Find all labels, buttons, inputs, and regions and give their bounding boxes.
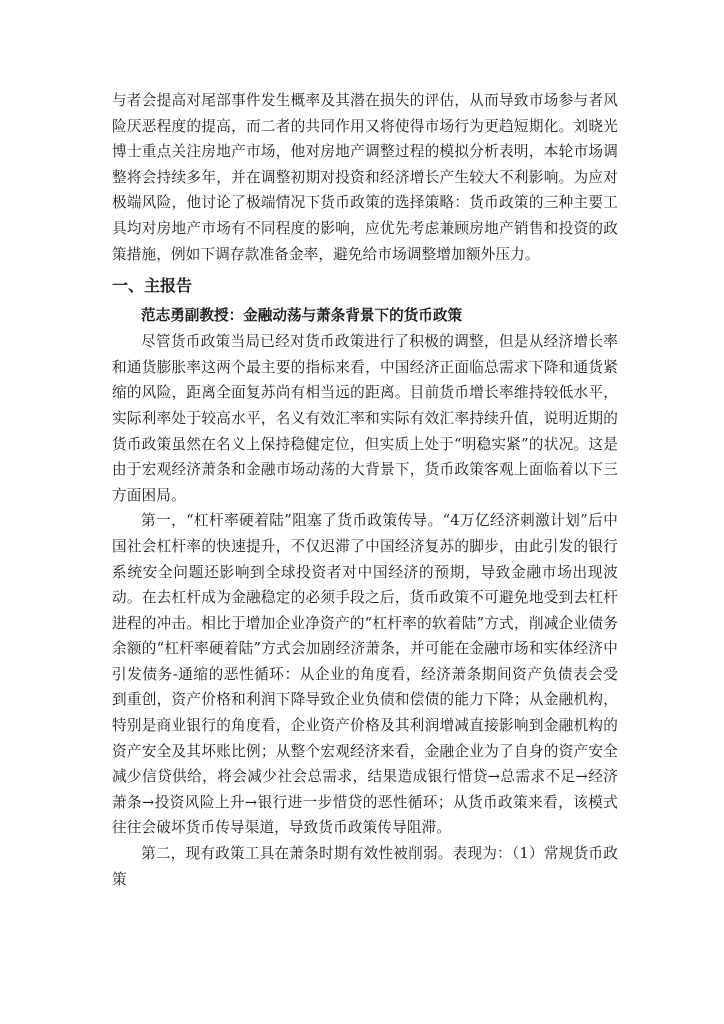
intro-paragraph: 与者会提高对尾部事件发生概率及其潜在损失的评估，从而导致市场参与者风险厌恶程度的提高，而二者的共同作用又将使得市场行为更趋短期化。刘晓光博士重点关注房地产市场，他对房地产调整过程的模拟分析表明，本轮市场调整将会持续多年，并在调整初期对投资和经济增长产生较大不利影响。为应对极端风险，他讨论了极端情况下货币政策的选择策略：货币政策的三种主要工具均对房地产市场有不同程度的影响，应优先考虑兼顾房地产销售和投资的政策措施，例如下调存款准备金率，避免给市场调整增加额外压力。	[112, 92, 618, 263]
document-page	[112, 88, 618, 892]
body-paragraph-1: 尽管货币政策当局已经对货币政策进行了积极的调整，但是从经济增长率和通货膨胀率这两个最主要的指标来看，中国经济正面临总需求下降和通货紧缩的风险，距离全面复苏尚有相当远的距离。目前货币增长率维持较低水平，实际利率处于较高水平，名义有效汇率和实际有效汇率持续升值，说明近期的货币政策虽然在名义上保持稳健定位，但实质上处于“明稳实紧”的状况。这是由于宏观经济萧条和金融市场动荡的大背景下，货币政策客观上面临着以下三方面困局。	[112, 333, 618, 504]
section-heading: 一、主报告	[112, 276, 193, 296]
body-paragraph-3: 第二，现有政策工具在萧条时期有效性被削弱。表现为：（1）常规货币政策	[112, 845, 618, 888]
report-title: 范志勇副教授：金融动荡与萧条背景下的货币政策	[141, 307, 463, 325]
body-paragraph-2: 第一，“杠杆率硬着陆”阻塞了货币政策传导。“4万亿经济刺激计划”后中国社会杠杆率的快速提升，不仅迟滞了中国经济复苏的脚步，由此引发的银行系统安全问题还影响到全球投资者对中国经济的预期，导致金融市场出现波动。在去杠杆成为金融稳定的必须手段之后，货币政策不可避免地受到去杠杆进程的冲击。相比于增加企业净资产的“杠杆率的软着陆”方式，削减企业债务余额的“杠杆率硬着陆”方式会加剧经济萧条，并可能在金融市场和实体经济中引发债务-通缩的恶性循环：从企业的角度看，经济萧条期间资产负债表会受到重创，资产价格和利润下降导致企业负债和偿债的能力下降；从金融机构，特别是商业银行的角度看，企业资产价格及其利润增减直接影响到金融机构的资产安全及其坏账比例；从整个宏观经济来看，金融企业为了自身的资产安全减少信贷供给，将会减少社会总需求，结果造成银行惜贷→总需求不足→经济萧条→投资风险上升→银行进一步惜贷的恶性循环；从货币政策来看，该模式往往会破坏货币传导渠道，导致货币政策传导阻滞。	[112, 512, 618, 837]
